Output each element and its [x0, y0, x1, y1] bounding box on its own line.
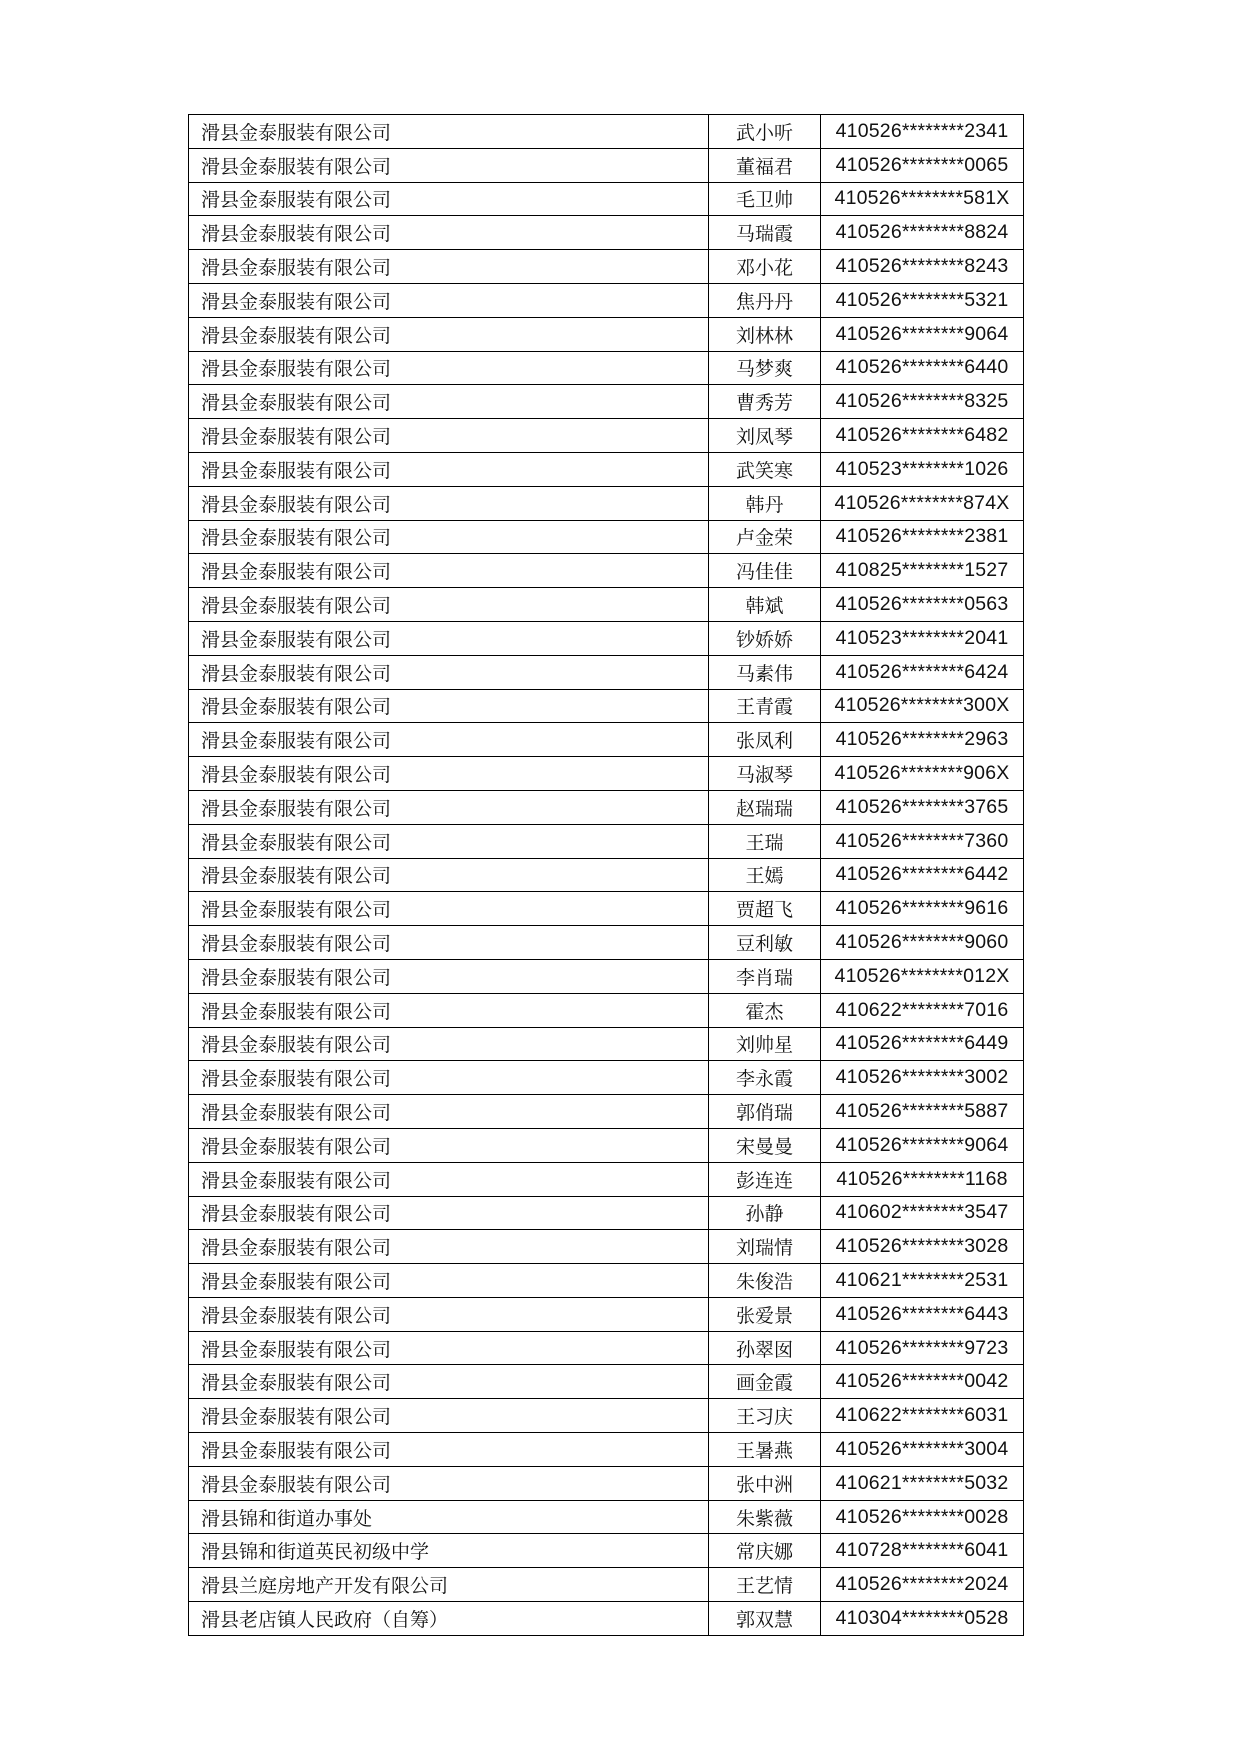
id-number-cell: 410825********1527 [821, 554, 1024, 588]
name-cell: 武小听 [709, 115, 821, 149]
table-row [189, 892, 1024, 926]
id-number-cell: 410526********0065 [821, 148, 1024, 182]
name-cell: 刘瑞情 [709, 1230, 821, 1264]
table-row [189, 419, 1024, 453]
id-number-cell: 410526********9616 [821, 892, 1024, 926]
org-cell: 滑县金泰服装有限公司 [189, 1297, 709, 1331]
table-row [189, 1297, 1024, 1331]
table-row [189, 1433, 1024, 1467]
name-cell: 豆利敏 [709, 926, 821, 960]
table-row [189, 1568, 1024, 1602]
org-cell: 滑县金泰服装有限公司 [189, 351, 709, 385]
name-cell: 王习庆 [709, 1399, 821, 1433]
id-number-cell: 410526********3028 [821, 1230, 1024, 1264]
name-cell: 郭俏瑞 [709, 1095, 821, 1129]
table-row [189, 1128, 1024, 1162]
id-number-cell: 410526********2963 [821, 723, 1024, 757]
org-cell: 滑县金泰服装有限公司 [189, 621, 709, 655]
id-number-cell: 410304********0528 [821, 1602, 1024, 1636]
id-number-cell: 410526********5321 [821, 283, 1024, 317]
name-cell: 刘帅星 [709, 1027, 821, 1061]
id-number-cell: 410526********6449 [821, 1027, 1024, 1061]
id-number-cell: 410526********2341 [821, 115, 1024, 149]
name-cell: 刘林林 [709, 317, 821, 351]
table-row [189, 1500, 1024, 1534]
org-cell: 滑县金泰服装有限公司 [189, 959, 709, 993]
roster-table-body [189, 115, 1024, 1636]
org-cell: 滑县金泰服装有限公司 [189, 317, 709, 351]
name-cell: 李永霞 [709, 1061, 821, 1095]
org-cell: 滑县锦和街道办事处 [189, 1500, 709, 1534]
org-cell: 滑县金泰服装有限公司 [189, 757, 709, 791]
table-row [189, 1534, 1024, 1568]
name-cell: 邓小花 [709, 250, 821, 284]
org-cell: 滑县金泰服装有限公司 [189, 723, 709, 757]
table-row [189, 959, 1024, 993]
table-row [189, 486, 1024, 520]
table-row [189, 1196, 1024, 1230]
name-cell: 张凤利 [709, 723, 821, 757]
id-number-cell: 410526********3004 [821, 1433, 1024, 1467]
org-cell: 滑县金泰服装有限公司 [189, 1399, 709, 1433]
table-row [189, 1331, 1024, 1365]
org-cell: 滑县老店镇人民政府（自筹） [189, 1602, 709, 1636]
name-cell: 董福君 [709, 148, 821, 182]
id-number-cell: 410526********1168 [821, 1162, 1024, 1196]
table-row [189, 1162, 1024, 1196]
id-number-cell: 410526********6440 [821, 351, 1024, 385]
org-cell: 滑县金泰服装有限公司 [189, 1061, 709, 1095]
id-number-cell: 410526********012X [821, 959, 1024, 993]
id-number-cell: 410526********0563 [821, 588, 1024, 622]
id-number-cell: 410526********5887 [821, 1095, 1024, 1129]
table-row [189, 115, 1024, 149]
name-cell: 马瑞霞 [709, 216, 821, 250]
id-number-cell: 410602********3547 [821, 1196, 1024, 1230]
id-number-cell: 410526********3765 [821, 790, 1024, 824]
name-cell: 宋曼曼 [709, 1128, 821, 1162]
org-cell: 滑县金泰服装有限公司 [189, 1196, 709, 1230]
name-cell: 马素伟 [709, 655, 821, 689]
id-number-cell: 410526********8824 [821, 216, 1024, 250]
name-cell: 卢金荣 [709, 520, 821, 554]
name-cell: 马淑琴 [709, 757, 821, 791]
name-cell: 霍杰 [709, 993, 821, 1027]
name-cell: 朱紫薇 [709, 1500, 821, 1534]
id-number-cell: 410526********300X [821, 689, 1024, 723]
id-number-cell: 410526********0042 [821, 1365, 1024, 1399]
name-cell: 朱俊浩 [709, 1264, 821, 1298]
table-row [189, 385, 1024, 419]
org-cell: 滑县金泰服装有限公司 [189, 892, 709, 926]
org-cell: 滑县金泰服装有限公司 [189, 419, 709, 453]
org-cell: 滑县金泰服装有限公司 [189, 1331, 709, 1365]
table-row [189, 283, 1024, 317]
table-row [189, 1399, 1024, 1433]
name-cell: 张中洲 [709, 1466, 821, 1500]
id-number-cell: 410526********3002 [821, 1061, 1024, 1095]
name-cell: 常庆娜 [709, 1534, 821, 1568]
org-cell: 滑县金泰服装有限公司 [189, 1230, 709, 1264]
name-cell: 焦丹丹 [709, 283, 821, 317]
org-cell: 滑县金泰服装有限公司 [189, 588, 709, 622]
id-number-cell: 410526********8325 [821, 385, 1024, 419]
org-cell: 滑县金泰服装有限公司 [189, 1466, 709, 1500]
table-row [189, 554, 1024, 588]
id-number-cell: 410523********1026 [821, 452, 1024, 486]
table-row [189, 1264, 1024, 1298]
table-row [189, 689, 1024, 723]
name-cell: 马梦爽 [709, 351, 821, 385]
id-number-cell: 410526********6443 [821, 1297, 1024, 1331]
table-row [189, 216, 1024, 250]
id-number-cell: 410622********7016 [821, 993, 1024, 1027]
org-cell: 滑县金泰服装有限公司 [189, 554, 709, 588]
table-row [189, 824, 1024, 858]
table-row [189, 588, 1024, 622]
id-number-cell: 410526********6424 [821, 655, 1024, 689]
id-number-cell: 410526********2024 [821, 1568, 1024, 1602]
org-cell: 滑县金泰服装有限公司 [189, 1095, 709, 1129]
name-cell: 贾超飞 [709, 892, 821, 926]
org-cell: 滑县金泰服装有限公司 [189, 520, 709, 554]
roster-table [188, 114, 1024, 1636]
org-cell: 滑县金泰服装有限公司 [189, 452, 709, 486]
org-cell: 滑县金泰服装有限公司 [189, 689, 709, 723]
id-number-cell: 410523********2041 [821, 621, 1024, 655]
table-row [189, 317, 1024, 351]
id-number-cell: 410621********2531 [821, 1264, 1024, 1298]
org-cell: 滑县金泰服装有限公司 [189, 115, 709, 149]
id-number-cell: 410526********9064 [821, 317, 1024, 351]
org-cell: 滑县金泰服装有限公司 [189, 1264, 709, 1298]
org-cell: 滑县金泰服装有限公司 [189, 385, 709, 419]
id-number-cell: 410526********0028 [821, 1500, 1024, 1534]
table-row [189, 182, 1024, 216]
name-cell: 郭双慧 [709, 1602, 821, 1636]
table-row [189, 1027, 1024, 1061]
name-cell: 曹秀芳 [709, 385, 821, 419]
id-number-cell: 410526********6482 [821, 419, 1024, 453]
id-number-cell: 410526********6442 [821, 858, 1024, 892]
org-cell: 滑县锦和街道英民初级中学 [189, 1534, 709, 1568]
org-cell: 滑县金泰服装有限公司 [189, 858, 709, 892]
table-row [189, 1230, 1024, 1264]
org-cell: 滑县金泰服装有限公司 [189, 926, 709, 960]
table-row [189, 148, 1024, 182]
name-cell: 张爱景 [709, 1297, 821, 1331]
id-number-cell: 410526********8243 [821, 250, 1024, 284]
table-row [189, 351, 1024, 385]
table-row [189, 655, 1024, 689]
id-number-cell: 410526********906X [821, 757, 1024, 791]
table-row [189, 1365, 1024, 1399]
id-number-cell: 410526********581X [821, 182, 1024, 216]
org-cell: 滑县金泰服装有限公司 [189, 182, 709, 216]
name-cell: 王艺情 [709, 1568, 821, 1602]
name-cell: 画金霞 [709, 1365, 821, 1399]
name-cell: 钞娇娇 [709, 621, 821, 655]
org-cell: 滑县金泰服装有限公司 [189, 216, 709, 250]
name-cell: 王青霞 [709, 689, 821, 723]
name-cell: 毛卫帅 [709, 182, 821, 216]
name-cell: 刘凤琴 [709, 419, 821, 453]
table-row [189, 1095, 1024, 1129]
id-number-cell: 410621********5032 [821, 1466, 1024, 1500]
id-number-cell: 410526********9060 [821, 926, 1024, 960]
table-row [189, 250, 1024, 284]
table-row [189, 926, 1024, 960]
id-number-cell: 410526********9723 [821, 1331, 1024, 1365]
org-cell: 滑县金泰服装有限公司 [189, 283, 709, 317]
name-cell: 韩斌 [709, 588, 821, 622]
table-row [189, 993, 1024, 1027]
org-cell: 滑县金泰服装有限公司 [189, 1162, 709, 1196]
name-cell: 冯佳佳 [709, 554, 821, 588]
org-cell: 滑县金泰服装有限公司 [189, 824, 709, 858]
name-cell: 孙静 [709, 1196, 821, 1230]
org-cell: 滑县金泰服装有限公司 [189, 250, 709, 284]
org-cell: 滑县金泰服装有限公司 [189, 1433, 709, 1467]
id-number-cell: 410526********9064 [821, 1128, 1024, 1162]
name-cell: 王瑞 [709, 824, 821, 858]
org-cell: 滑县金泰服装有限公司 [189, 655, 709, 689]
name-cell: 韩丹 [709, 486, 821, 520]
id-number-cell: 410728********6041 [821, 1534, 1024, 1568]
id-number-cell: 410622********6031 [821, 1399, 1024, 1433]
table-row [189, 790, 1024, 824]
table-row [189, 452, 1024, 486]
table-row [189, 1602, 1024, 1636]
id-number-cell: 410526********7360 [821, 824, 1024, 858]
name-cell: 李肖瑞 [709, 959, 821, 993]
name-cell: 赵瑞瑞 [709, 790, 821, 824]
table-row [189, 1061, 1024, 1095]
org-cell: 滑县金泰服装有限公司 [189, 486, 709, 520]
id-number-cell: 410526********874X [821, 486, 1024, 520]
table-row [189, 1466, 1024, 1500]
name-cell: 彭连连 [709, 1162, 821, 1196]
name-cell: 武笑寒 [709, 452, 821, 486]
org-cell: 滑县金泰服装有限公司 [189, 790, 709, 824]
table-row [189, 757, 1024, 791]
org-cell: 滑县金泰服装有限公司 [189, 148, 709, 182]
table-row [189, 621, 1024, 655]
org-cell: 滑县金泰服装有限公司 [189, 1365, 709, 1399]
org-cell: 滑县金泰服装有限公司 [189, 1027, 709, 1061]
id-number-cell: 410526********2381 [821, 520, 1024, 554]
org-cell: 滑县金泰服装有限公司 [189, 1128, 709, 1162]
table-row [189, 858, 1024, 892]
name-cell: 王嫣 [709, 858, 821, 892]
name-cell: 孙翠囡 [709, 1331, 821, 1365]
org-cell: 滑县金泰服装有限公司 [189, 993, 709, 1027]
table-row [189, 520, 1024, 554]
table-row [189, 723, 1024, 757]
org-cell: 滑县兰庭房地产开发有限公司 [189, 1568, 709, 1602]
name-cell: 王暑燕 [709, 1433, 821, 1467]
